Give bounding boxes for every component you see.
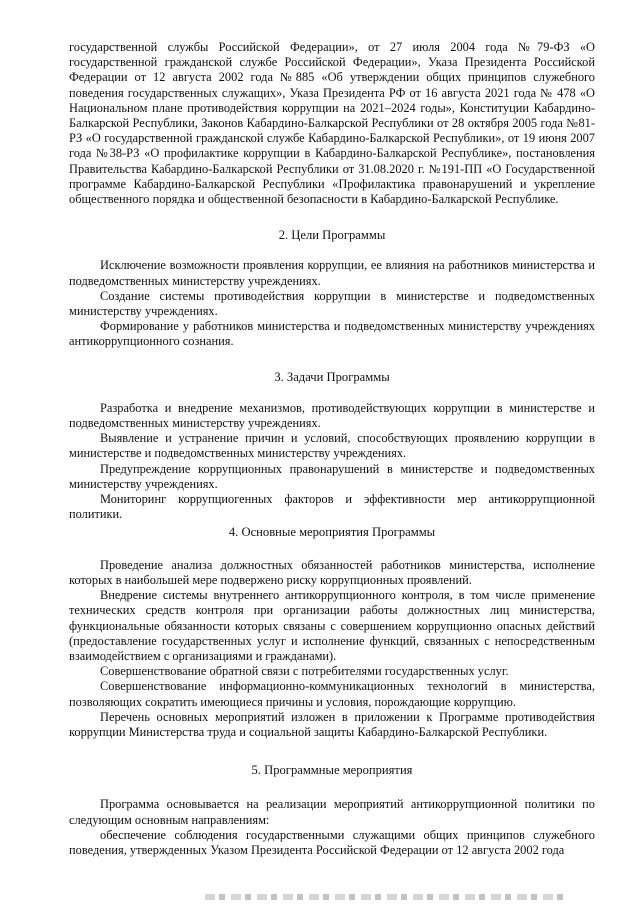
document-body <box>69 40 595 858</box>
section-heading-program-measures: 5. Программные мероприятия <box>251 763 413 778</box>
paragraph: обеспечение соблюдения государственными служащими общих принципов служебного поведения, утвержденных Указом Президента Российской Федерации от 12 августа 2002 года <box>69 827 595 857</box>
paragraph: Формирование у работников министерства и подведомственных министерству учреждениях антикоррупционного сознания. <box>69 319 595 349</box>
paragraph: Мониторинг коррупциогенных факторов и эффективности мер антикоррупционной политики. <box>69 492 595 522</box>
paragraph: Выявление и устранение причин и условий, способствующих проявлению коррупции в министерстве и подведомственных министерству учреждениях. <box>69 431 595 461</box>
section-heading-activities: 4. Основные мероприятия Программы <box>228 525 436 540</box>
intro-paragraph: государственной службы Российской Федерации», от 27 июля 2004 года №79-ФЗ «О государственной гражданской службе Российской Федерации», Указа Президента Российской Федерации от 12 августа 2002 года №885 «Об утверждении общих принципов служебного поведения государственных служащих», Указа Президента РФ от 16 августа 2021 года № 478 «О Национальном плане противодействия коррупции на 2021–2024 годы», Конституции Кабардино-Балкарской Республики, Законов Кабардино-Балкарской Республики от 28 октября 2005 года №81-РЗ «О государственной гражданской службе Кабардино-Балкарской Республики», от 19 июня 2007 года №38-РЗ «О профилактике коррупции в Кабардино-Балкарской Республике», постановления Правительства Кабардино-Балкарской Республики от 31.08.2020 г. №191-ПП «О Государственной программе Кабардино-Балкарской Республики «Профилактика правонарушений и укрепление общественного порядка и общественной безопасности в Кабардино-Балкарской Республике. <box>69 40 595 207</box>
paragraph: Предупреждение коррупционных правонарушений в министерстве и подведомственных министерству учреждениях. <box>69 461 595 491</box>
paragraph: Создание системы противодействия коррупции в министерстве и подведомственных министерству учреждениях. <box>69 288 595 319</box>
section-heading-goals: 2. Цели Программы <box>278 228 386 243</box>
paragraph: Совершенствование обратной связи с потребителями государственных услуг. <box>100 664 509 679</box>
paragraph: Разработка и внедрение механизмов, противодействующих коррупции в министерстве и подведомственных министерству учреждениях. <box>69 400 595 431</box>
paragraph: Программа основывается на реализации мероприятий антикоррупционной политики по следующим основным направлениям: <box>69 797 595 827</box>
paragraph: Внедрение системы внутреннего антикоррупционного контроля, в том числе применение технических средств контроля при организации работы должностных лиц министерства, функциональные обязанности которых связаны с совершением коррупционно опасных действий (предоставление государственных услуг и исполнение функций, связанных с непосредственным взаимодействием с организациями и гражданами). <box>69 588 595 663</box>
paragraph: Исключение возможности проявления коррупции, ее влияния на работников министерства и подведомственных министерству учреждениях. <box>69 258 595 288</box>
section-heading-tasks: 3. Задачи Программы <box>274 369 390 384</box>
paragraph: Совершенствование информационно-коммуникационных технологий в министерства, позволяющих сократить имеющиеся причины и условия, порождающие коррупцию. <box>69 679 595 709</box>
paragraph: Перечень основных мероприятий изложен в приложении к Программе противодействия коррупции Министерства труда и социальной защиты Кабардино-Балкарской Республики. <box>69 709 595 739</box>
footer-scan-artifact <box>205 894 565 900</box>
paragraph: Проведение анализа должностных обязанностей работников министерства, исполнение которых в наибольшей мере подвержено риску коррупционных проявлений. <box>69 557 595 587</box>
